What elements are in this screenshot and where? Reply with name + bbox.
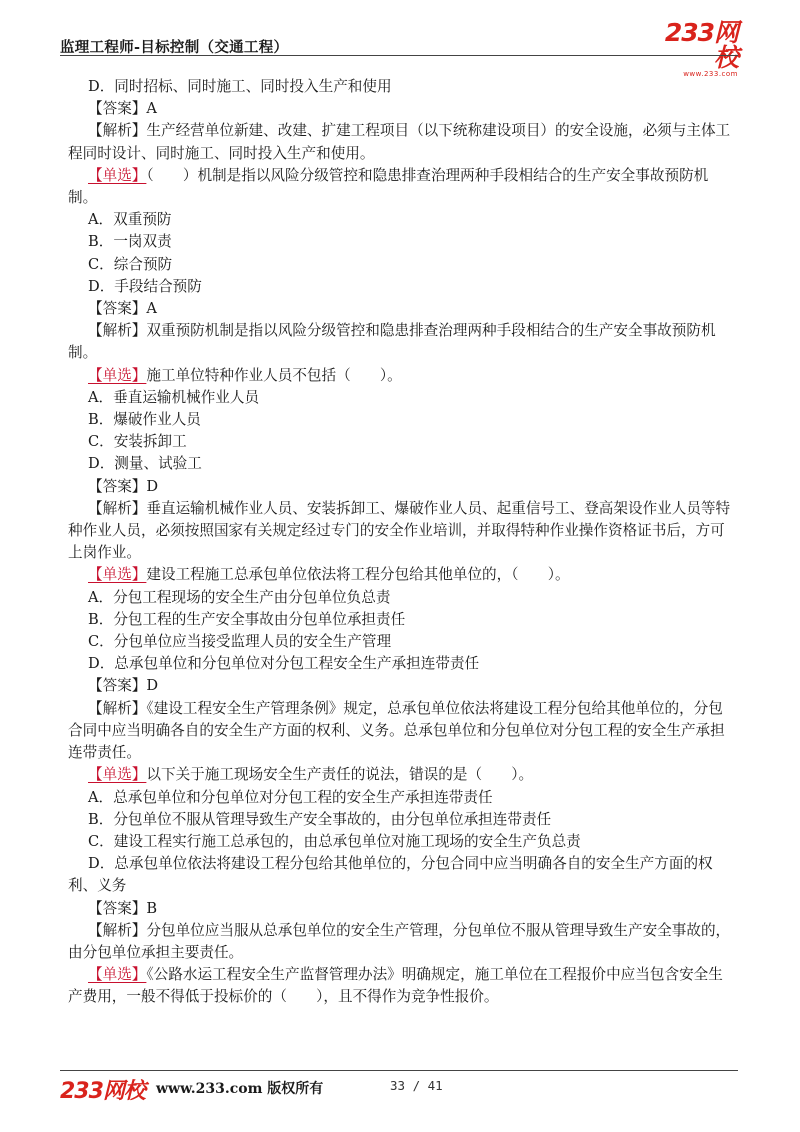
analysis-text: 《建设工程安全生产管理条例》规定，总承包单位依法将建设工程分包给其他单位的，分包合同中应当明确各自的安全生产方面的权利、义务。总承包单位和分包单位对分包工程的安全生产承担连带责任。 xyxy=(68,699,725,762)
analysis-paragraph xyxy=(68,498,736,565)
question-type-tag: 【单选】 xyxy=(88,166,147,184)
option-text: D．总承包单位和分包单位对分包工程安全生产承担连带责任 xyxy=(88,655,480,673)
question-type-tag: 【单选】 xyxy=(88,966,147,984)
footer-logo: 233网校 xyxy=(60,1079,145,1104)
option-text: D．总承包单位依法将建设工程分包给其他单位的，分包合同中应当明确各自的安全生产方面的权利、义务 xyxy=(68,855,713,895)
option-text: C．综合预防 xyxy=(88,255,173,273)
option-text: B．一岗双责 xyxy=(88,233,172,251)
page-header xyxy=(60,14,738,78)
analysis-paragraph xyxy=(68,698,736,765)
logo-url: www.233.com xyxy=(683,70,738,78)
answer-line: 【答案】D xyxy=(88,477,159,495)
option-text: B．分包单位不服从管理导致生产安全事故的，由分包单位承担连带责任 xyxy=(88,810,552,828)
answer-line: 【答案】A xyxy=(88,300,157,318)
analysis-paragraph xyxy=(68,920,736,964)
question-text: 《公路水运工程安全生产监督管理办法》明确规定，施工单位在工程报价中应当包含安全生产费用，一般不得低于投标价的（ ），且不得作为竞争性报价。 xyxy=(68,966,723,1006)
answer-line: 【答案】D xyxy=(88,677,159,695)
question-stem xyxy=(68,564,736,586)
document-body xyxy=(68,76,736,1009)
question-stem xyxy=(68,764,736,786)
analysis-paragraph xyxy=(68,120,736,164)
analysis-text: 垂直运输机械作业人员、安装拆卸工、爆破作业人员、起重信号工、登高架设作业人员等特种作业人员，必须按照国家有关规定经过专门的安全作业培训，并取得特种作业操作资格证书后，方可上岗作业。 xyxy=(68,499,731,562)
option-text: D．同时招标、同时施工、同时投入生产和使用 xyxy=(88,78,392,95)
option-text: D．测量、试验工 xyxy=(88,455,202,473)
question-type-tag: 【单选】 xyxy=(88,566,147,584)
document-title: 监理工程师-目标控制（交通工程） xyxy=(60,39,289,56)
option-text: C．分包单位应当接受监理人员的安全生产管理 xyxy=(88,633,392,651)
analysis-label: 【解析】 xyxy=(88,122,147,140)
option-text: D．手段结合预防 xyxy=(88,277,202,295)
page-footer xyxy=(60,1074,738,1104)
option-text: A．垂直运输机械作业人员 xyxy=(88,388,260,406)
option-text: A．双重预防 xyxy=(88,211,172,229)
page-number: 33 / 41 xyxy=(390,1078,443,1093)
question-text: 施工单位特种作业人员不包括（ ）。 xyxy=(146,366,402,384)
analysis-text: 双重预防机制是指以风险分级管控和隐患排查治理两种手段相结合的生产安全事故预防机制。 xyxy=(68,322,716,362)
option-text: A．分包工程现场的安全生产由分包单位负总责 xyxy=(88,588,391,606)
footer-divider xyxy=(60,1070,738,1071)
header-divider xyxy=(60,55,738,56)
option-text: B．分包工程的生产安全事故由分包单位承担责任 xyxy=(88,610,406,628)
analysis-label: 【解析】 xyxy=(88,699,147,717)
analysis-label: 【解析】 xyxy=(88,322,147,340)
option-text: C．建设工程实行施工总承包的，由总承包单位对施工现场的安全生产负总责 xyxy=(88,832,581,850)
question-type-tag: 【单选】 xyxy=(88,766,147,784)
analysis-text: 分包单位应当服从总承包单位的安全生产管理，分包单位不服从管理导致生产安全事故的，由分包单位承担主要责任。 xyxy=(68,921,731,961)
option-text: C．安装拆卸工 xyxy=(88,433,187,451)
question-text: 建设工程施工总承包单位依法将工程分包给其他单位的，（ ）。 xyxy=(146,566,570,584)
brand-logo xyxy=(646,18,738,78)
question-text: 以下关于施工现场安全生产责任的说法，错误的是（ ）。 xyxy=(146,766,534,784)
logo-text: 233网校 xyxy=(664,18,738,72)
question-type-tag: 【单选】 xyxy=(88,366,147,384)
question-stem xyxy=(68,365,736,387)
analysis-label: 【解析】 xyxy=(88,921,147,939)
footer-copyright: www.233.com 版权所有 xyxy=(156,1081,324,1097)
question-stem xyxy=(68,964,736,1008)
answer-line: 【答案】B xyxy=(88,899,158,917)
question-stem xyxy=(68,165,736,209)
analysis-label: 【解析】 xyxy=(88,499,147,517)
question-text: （ ）机制是指以风险分级管控和隐患排查治理两种手段相结合的生产安全事故预防机制。 xyxy=(68,166,709,207)
answer-line: 【答案】A xyxy=(88,100,157,118)
analysis-text: 生产经营单位新建、改建、扩建工程项目（以下统称建设项目）的安全设施，必须与主体工程同时设计、同时施工、同时投入生产和使用。 xyxy=(68,122,731,162)
option-text: B．爆破作业人员 xyxy=(88,411,201,429)
analysis-paragraph xyxy=(68,320,736,364)
option-text: A．总承包单位和分包单位对分包工程的安全生产承担连带责任 xyxy=(88,788,493,806)
